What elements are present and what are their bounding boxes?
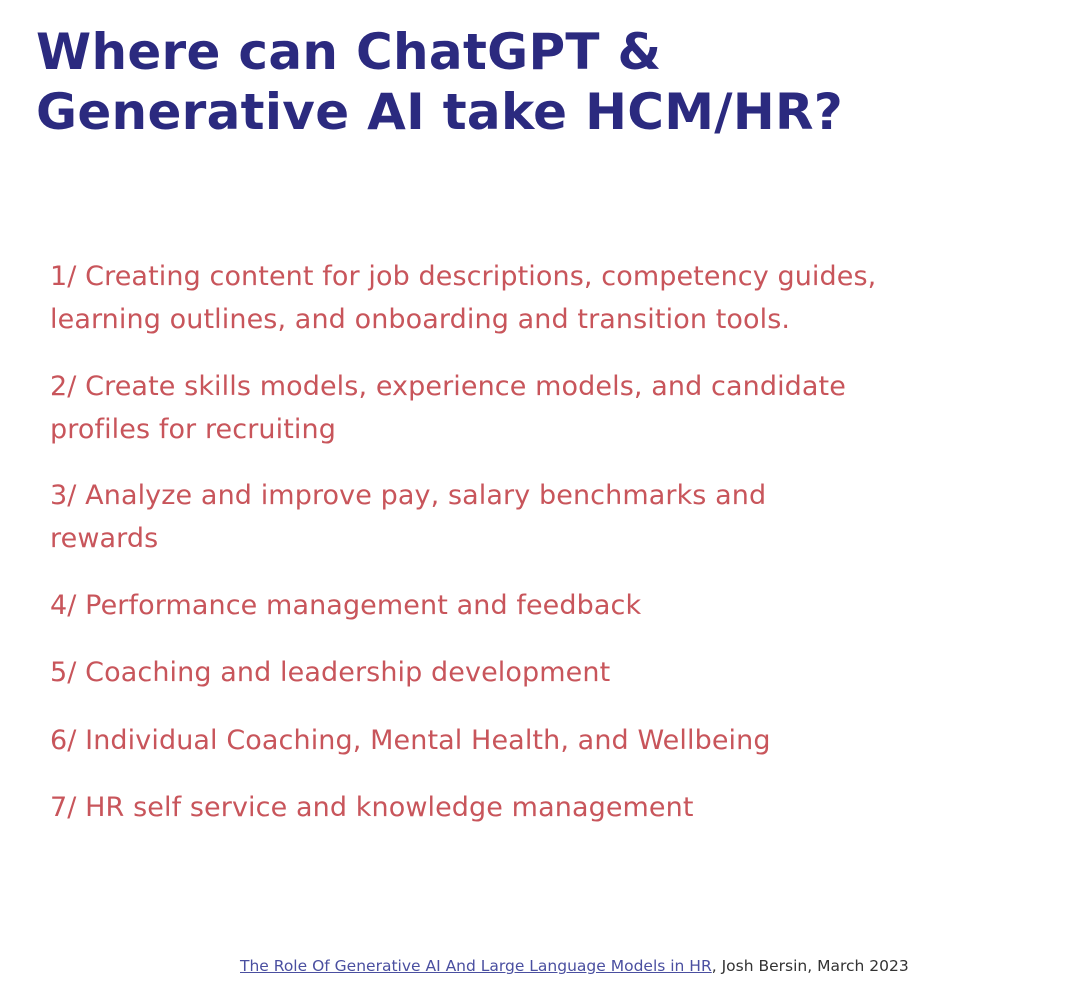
list-item-6 (50, 719, 1050, 762)
source-citation (240, 955, 909, 977)
list-item-3-line-2: rewards (50, 523, 159, 554)
slide-title (36, 22, 1046, 142)
list-item-3-line-1: 3/ Analyze and improve pay, salary benchmarks and (50, 480, 767, 511)
list-item-1-line-1: 1/ Creating content for job descriptions, competency guides, (50, 261, 877, 292)
list-item-2 (50, 365, 1050, 451)
list-item-4-line-1: 4/ Performance management and feedback (50, 590, 642, 621)
list-item-1 (50, 255, 1050, 341)
list-item-7 (50, 786, 1050, 829)
list-item-2-line-2: profiles for recruiting (50, 414, 336, 445)
list-item-2-line-1: 2/ Create skills models, experience models, and candidate (50, 371, 846, 402)
list-item-5 (50, 651, 1050, 694)
list-item-3 (50, 474, 1050, 560)
list-item-1-line-2: learning outlines, and onboarding and transition tools. (50, 304, 791, 335)
list-item-5-line-1: 5/ Coaching and leadership development (50, 657, 611, 688)
list-item-6-line-1: 6/ Individual Coaching, Mental Health, and Wellbeing (50, 725, 771, 756)
list-item-7-line-1: 7/ HR self service and knowledge management (50, 792, 694, 823)
title-line-2: Generative AI take HCM/HR? (36, 83, 844, 141)
source-attribution: , Josh Bersin, March 2023 (711, 957, 909, 975)
title-line-1: Where can ChatGPT & (36, 23, 662, 81)
source-link[interactable]: The Role Of Generative AI And Large Language Models in HR (240, 957, 712, 975)
list-item-4 (50, 584, 1050, 627)
